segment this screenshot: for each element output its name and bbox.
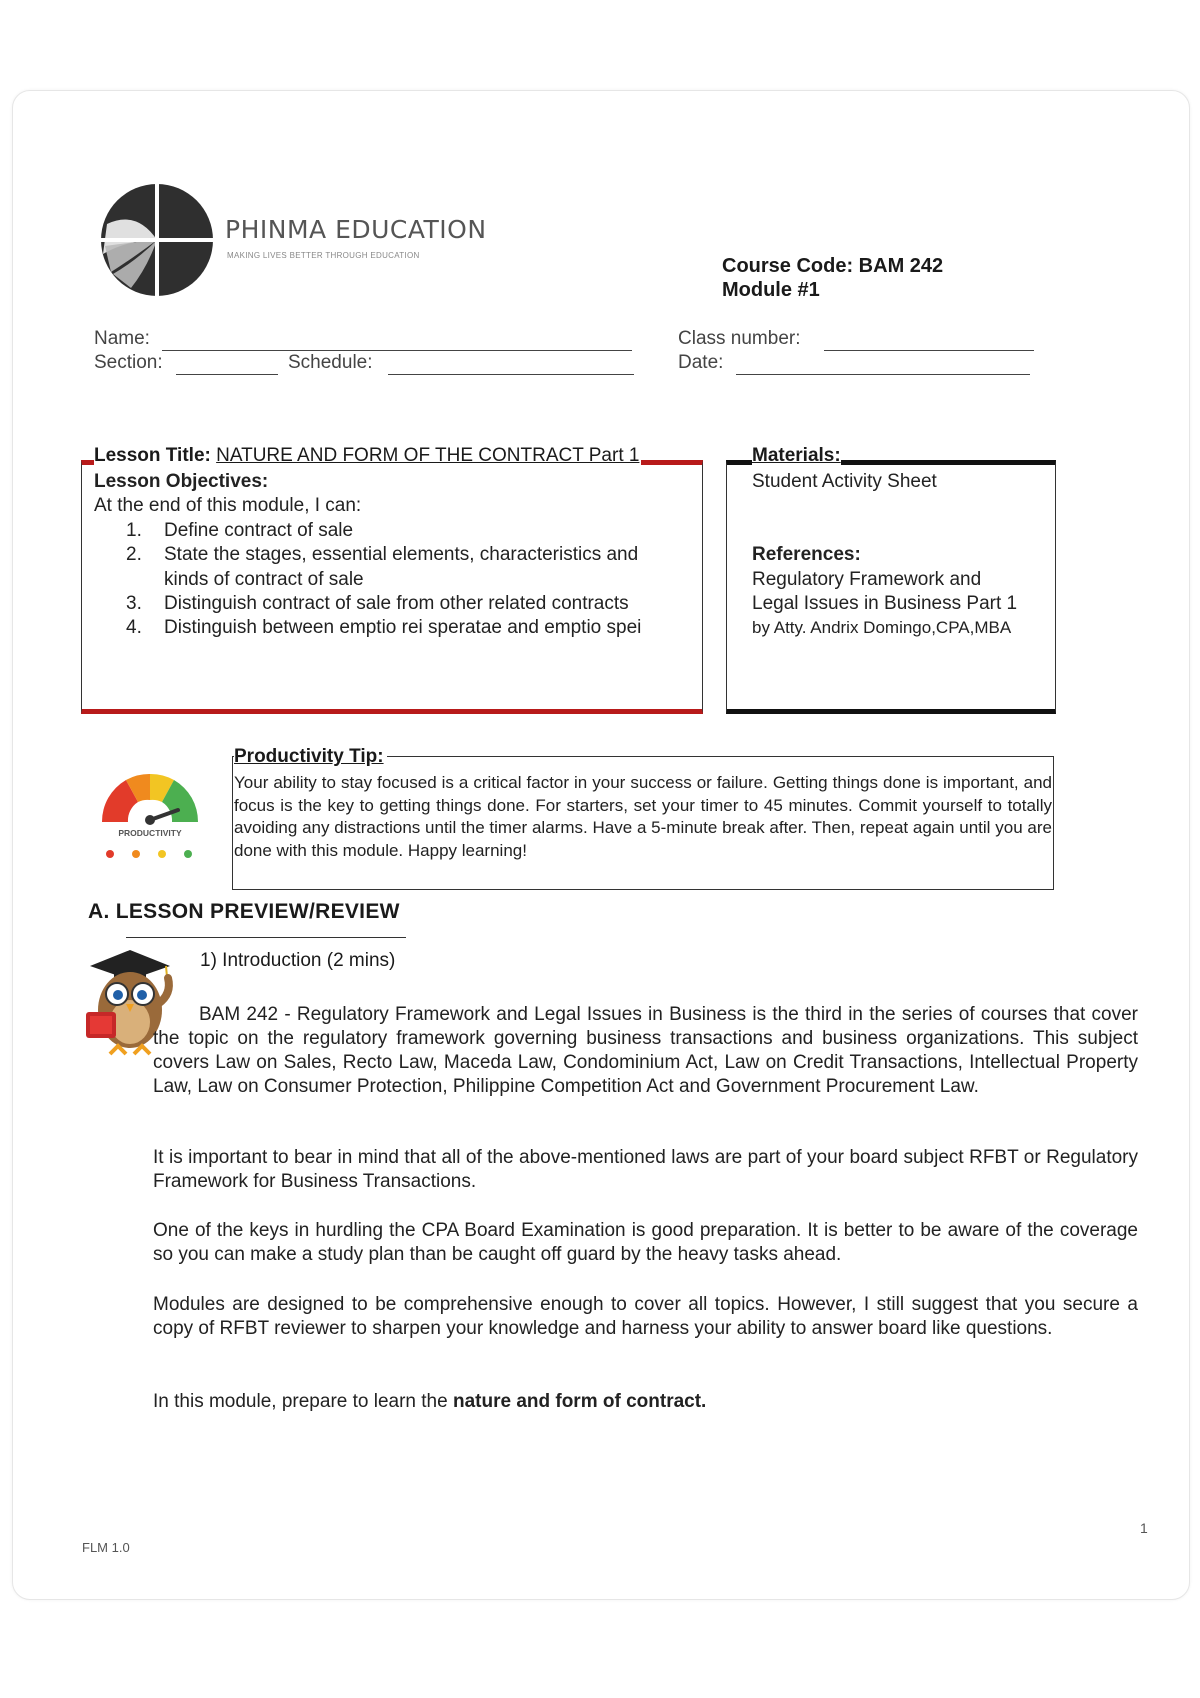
lesson-title-label: Lesson Title: bbox=[94, 445, 211, 466]
objective-number: 2. bbox=[126, 544, 142, 565]
class-number-field[interactable] bbox=[824, 350, 1034, 351]
rfbt-paragraph: It is important to bear in mind that all of the above-mentioned laws are part of your board subject RFBT or Regulatory Framework for Business Transactions. bbox=[153, 1147, 1138, 1192]
schedule-label: Schedule: bbox=[288, 352, 373, 373]
intro-paragraph: BAM 242 - Regulatory Framework and Legal Issues in Business is the third in the series of courses that cover the topic on the regulatory framework governing business transactions and business organizations. This subject covers Law on Sales, Recto Law, Maceda Law, Condominium Act, Law on Credit Transactions, Intellectual Property Law, Law on Consumer Protection, Philippine Competition Act and Government Procurement Law. bbox=[153, 1004, 1138, 1097]
materials-label: Materials: bbox=[752, 445, 841, 466]
reference-author: by Atty. Andrix Domingo,CPA,MBA bbox=[752, 618, 1012, 637]
logo-tagline: MAKING LIVES BETTER THROUGH EDUCATION bbox=[227, 251, 420, 260]
introduction-label: 1) Introduction (2 mins) bbox=[200, 950, 396, 971]
objective-number: 1. bbox=[126, 520, 142, 541]
objective-text: State the stages, essential elements, characteristics and kinds of contract of sale bbox=[164, 544, 639, 590]
name-field[interactable] bbox=[162, 350, 632, 351]
module-focus-text: In this module, prepare to learn the bbox=[153, 1391, 453, 1412]
reference-line: Legal Issues in Business Part 1 bbox=[752, 593, 1018, 614]
preparation-paragraph: One of the keys in hurdling the CPA Board Examination is good preparation. It is better to be aware of the coverage so you can make a study plan than be caught off guard by the heavy tasks ahead. bbox=[153, 1220, 1138, 1265]
section-field[interactable] bbox=[176, 374, 278, 375]
objective-text: Distinguish contract of sale from other related contracts bbox=[164, 593, 629, 614]
footer-version: FLM 1.0 bbox=[82, 1540, 130, 1555]
schedule-field[interactable] bbox=[388, 374, 634, 375]
page-number: 1 bbox=[1140, 1520, 1148, 1536]
productivity-tip-body: Your ability to stay focused is a critical factor in your success or failure. Getting things done is important, and focus is the key to getting things done. For starters, set your timer to 45 minutes. Commit yourself to totally avoiding any distractions until the timer alarms. Have a 5-minute break after. Then, repeat again until you are done with this module. Happy learning! bbox=[234, 773, 1052, 860]
objective-number: 3. bbox=[126, 593, 142, 614]
objective-item bbox=[126, 592, 666, 617]
objective-item bbox=[126, 543, 666, 592]
logo-name: PHINMA EDUCATION bbox=[225, 215, 487, 244]
productivity-tip-title: Productivity Tip: bbox=[234, 746, 387, 768]
references-heading: References: bbox=[752, 544, 861, 565]
objectives-intro: At the end of this module, I can: bbox=[94, 495, 362, 516]
modules-paragraph: Modules are designed to be comprehensive enough to cover all topics. However, I still suggest that you secure a copy of RFBT reviewer to sharpen your knowledge and harness your ability to answer board like questions. bbox=[153, 1294, 1138, 1339]
date-field[interactable] bbox=[736, 374, 1030, 375]
phinma-logo-icon bbox=[97, 180, 217, 300]
lesson-title-text: NATURE AND FORM OF THE CONTRACT Part 1 bbox=[216, 445, 640, 466]
section-divider bbox=[126, 937, 406, 938]
objective-text: Distinguish between emptio rei speratae and emptio spei bbox=[164, 617, 642, 638]
section-label: Section: bbox=[94, 352, 163, 373]
section-heading: A. LESSON PREVIEW/REVIEW bbox=[88, 900, 400, 923]
lesson-title bbox=[94, 445, 641, 467]
course-info bbox=[722, 254, 943, 302]
materials-text: Student Activity Sheet bbox=[752, 471, 937, 492]
name-label: Name: bbox=[94, 328, 150, 349]
date-label: Date: bbox=[678, 352, 724, 373]
class-number-label: Class number: bbox=[678, 328, 801, 349]
module-number: Module #1 bbox=[722, 279, 820, 301]
reference-line: Regulatory Framework and bbox=[752, 569, 982, 590]
module-focus-bold: nature and form of contract. bbox=[452, 1391, 707, 1412]
module-focus-paragraph bbox=[153, 1390, 1138, 1414]
objective-text: Define contract of sale bbox=[164, 520, 354, 541]
objectives-heading: Lesson Objectives: bbox=[94, 471, 269, 492]
gauge-label: PRODUCTIVITY bbox=[118, 828, 182, 838]
course-code: Course Code: BAM 242 bbox=[722, 255, 944, 277]
productivity-gauge-icon bbox=[96, 766, 204, 866]
objective-number: 4. bbox=[126, 617, 142, 638]
objective-item bbox=[126, 616, 666, 641]
objective-item bbox=[126, 519, 666, 544]
